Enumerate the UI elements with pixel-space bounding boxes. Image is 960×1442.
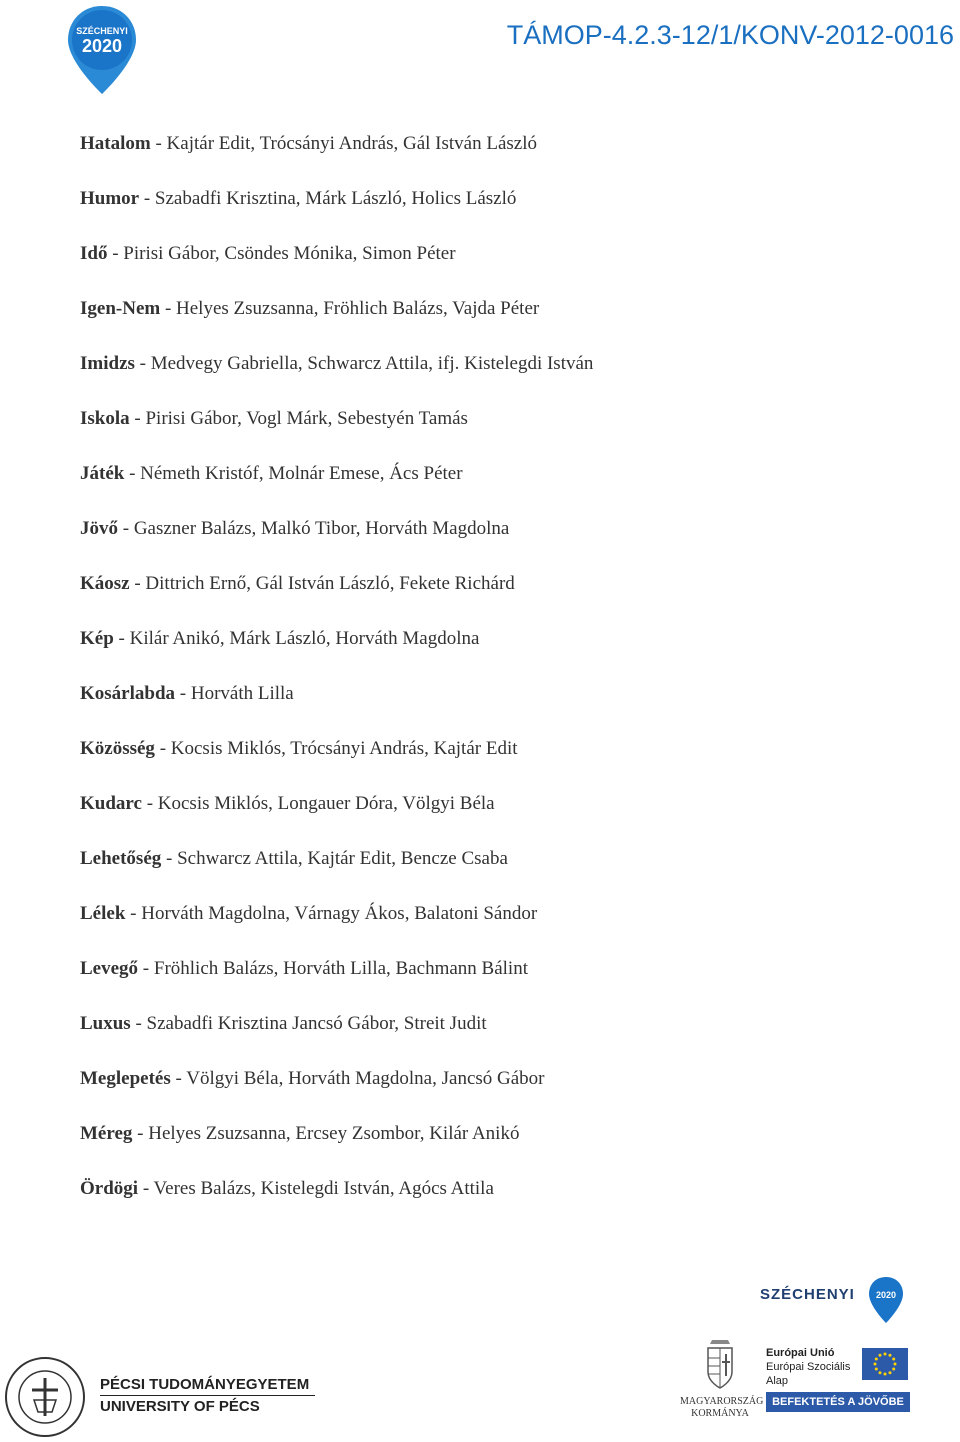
entry-keyword: Kosárlabda: [80, 683, 176, 704]
list-item: [80, 900, 900, 955]
eu-fund-text: [766, 1346, 850, 1388]
entry-names: - Veres Balázs, Kistelegdi István, Agócs Attila: [138, 1178, 494, 1199]
list-item: [80, 405, 900, 460]
eu-flag-icon: [862, 1348, 908, 1380]
entry-keyword: Igen-Nem: [80, 298, 161, 319]
list-item: [80, 1120, 900, 1175]
entry-names: - Dittrich Ernő, Gál István László, Fekete Richárd: [129, 573, 515, 594]
entry-names: - Helyes Zsuzsanna, Ercsey Zsombor, Kilár Anikó: [132, 1123, 520, 1144]
entry-names: - Schwarcz Attila, Kajtár Edit, Bencze Csaba: [161, 848, 508, 869]
entry-keyword: Jövő: [80, 518, 118, 539]
list-item: [80, 570, 900, 625]
government-logo: [680, 1336, 764, 1436]
entry-keyword: Méreg: [80, 1123, 133, 1144]
entry-keyword: Káosz: [80, 573, 130, 594]
entry-keyword: Imidzs: [80, 353, 135, 374]
entry-names: - Medvegy Gabriella, Schwarcz Attila, ifj. Kistelegdi István: [134, 353, 594, 374]
szechenyi-pin-icon: [868, 1276, 904, 1324]
eu-logo: [766, 1346, 910, 1416]
footer-szechenyi-logo: [760, 1276, 920, 1326]
entry-names: - Németh Kristóf, Molnár Emese, Ács Péter: [124, 463, 463, 484]
university-name-hu: PÉCSI TUDOMÁNYEGYETEM: [100, 1376, 310, 1393]
list-item: [80, 845, 900, 900]
entry-names: - Szabadfi Krisztina Jancsó Gábor, Streit Judit: [130, 1013, 487, 1034]
entry-names: - Kocsis Miklós, Longauer Dóra, Völgyi Béla: [141, 793, 495, 814]
eu-line1: Európai Unió: [766, 1347, 835, 1359]
university-logo: [0, 1352, 330, 1442]
list-item: [80, 1010, 900, 1065]
entry-keyword: Idő: [80, 243, 108, 264]
entry-keyword: Kudarc: [80, 793, 142, 814]
gov-line1: MAGYARORSZÁG: [680, 1396, 764, 1407]
eu-line2: Európai Szociális: [766, 1361, 851, 1373]
list-item: [80, 735, 900, 790]
list-item: [80, 460, 900, 515]
list-item: [80, 680, 900, 735]
university-seal-icon: [4, 1356, 86, 1438]
entry-keyword: Ördögi: [80, 1178, 139, 1199]
government-name: [680, 1396, 764, 1420]
entry-names: - Kilár Anikó, Márk László, Horváth Magdolna: [113, 628, 480, 649]
university-name-en: UNIVERSITY OF PÉCS: [100, 1398, 260, 1415]
entry-keyword: Iskola: [80, 408, 130, 429]
list-item: [80, 1065, 900, 1120]
entry-names: - Fröhlich Balázs, Horváth Lilla, Bachmann Bálint: [138, 958, 528, 979]
entry-keyword: Hatalom: [80, 133, 151, 154]
entries-list: [80, 130, 900, 1230]
gov-line2: KORMÁNYA: [691, 1408, 749, 1419]
eu-banner: BEFEKTETÉS A JÖVŐBE: [766, 1392, 910, 1412]
list-item: [80, 295, 900, 350]
divider: [100, 1395, 315, 1396]
coat-of-arms-icon: [704, 1336, 736, 1390]
entry-names: - Kocsis Miklós, Trócsányi András, Kajtár Edit: [154, 738, 518, 759]
entry-keyword: Humor: [80, 188, 140, 209]
entry-names: - Pirisi Gábor, Csöndes Mónika, Simon Péter: [107, 243, 456, 264]
project-code: TÁMOP-4.2.3-12/1/KONV-2012-0016: [506, 20, 954, 50]
entry-names: - Gaszner Balázs, Malkó Tibor, Horváth Magdolna: [118, 518, 510, 539]
list-item: [80, 625, 900, 680]
entry-names: - Szabadfi Krisztina, Márk László, Holics László: [139, 188, 517, 209]
entry-keyword: Kép: [80, 628, 114, 649]
list-item: [80, 790, 900, 845]
svg-text:SZÉCHENYI: SZÉCHENYI: [76, 26, 128, 36]
list-item: [80, 240, 900, 295]
eu-line3: Alap: [766, 1375, 789, 1387]
entry-keyword: Játék: [80, 463, 125, 484]
entry-keyword: Meglepetés: [80, 1068, 171, 1089]
szechenyi-2020-logo: [66, 4, 138, 96]
list-item: [80, 955, 900, 1010]
svg-text:2020: 2020: [81, 36, 123, 56]
entry-names: - Horváth Magdolna, Várnagy Ákos, Balatoni Sándor: [125, 903, 538, 924]
entry-names: - Helyes Zsuzsanna, Fröhlich Balázs, Vajda Péter: [160, 298, 540, 319]
list-item: [80, 1175, 900, 1230]
entry-keyword: Lélek: [80, 903, 126, 924]
szechenyi-wordmark: SZÉCHENYI: [760, 1286, 855, 1303]
entry-names: - Kajtár Edit, Trócsányi András, Gál István László: [150, 133, 537, 154]
list-item: [80, 515, 900, 570]
entry-keyword: Levegő: [80, 958, 139, 979]
entry-keyword: Luxus: [80, 1013, 131, 1034]
list-item: [80, 350, 900, 405]
entry-names: - Pirisi Gábor, Vogl Márk, Sebestyén Tamás: [129, 408, 468, 429]
entry-names: - Völgyi Béla, Horváth Magdolna, Jancsó Gábor: [170, 1068, 545, 1089]
list-item: [80, 130, 900, 185]
entry-names: - Horváth Lilla: [175, 683, 294, 704]
entry-keyword: Lehetőség: [80, 848, 162, 869]
entry-keyword: Közösség: [80, 738, 155, 759]
svg-text:2020: 2020: [875, 1290, 897, 1300]
list-item: [80, 185, 900, 240]
